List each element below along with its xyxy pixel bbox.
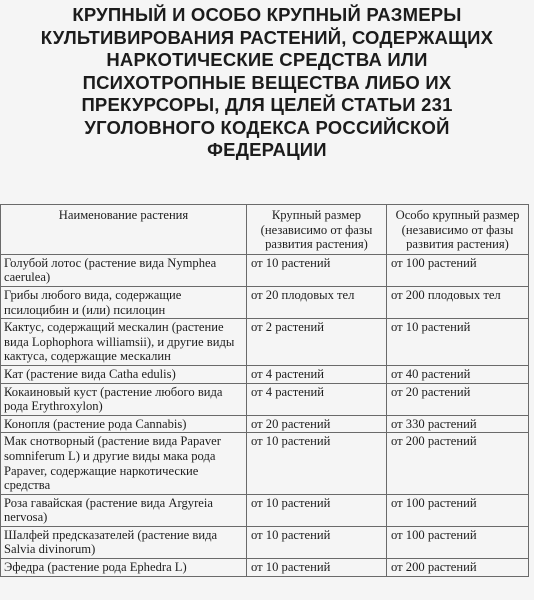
header-plant-name: Наименование растения [1, 205, 247, 255]
header-especially-large-size: Особо крупный размер (независимо от фазы развития растения) [387, 205, 529, 255]
table-row [1, 415, 529, 433]
large-size-cell: от 4 растений [247, 365, 387, 383]
plant-name-cell: Кокаиновый куст (растение любого вида рода Erythroxylon) [1, 383, 247, 415]
plant-name-cell: Голубой лотос (растение вида Nymphea caerulea) [1, 254, 247, 286]
large-size-cell: от 10 растений [247, 433, 387, 494]
large-size-cell: от 10 растений [247, 526, 387, 558]
title-line: ПСИХОТРОПНЫЕ ВЕЩЕСТВА ЛИБО ИХ [82, 71, 452, 93]
table-header-row [1, 205, 529, 255]
large-size-cell: от 10 растений [247, 494, 387, 526]
especially-large-size-cell: от 100 растений [387, 494, 529, 526]
large-size-cell: от 20 плодовых тел [247, 286, 387, 318]
large-size-cell: от 2 растений [247, 319, 387, 366]
plant-name-cell: Кат (растение вида Catha edulis) [1, 365, 247, 383]
table-row [1, 559, 529, 577]
table-row [1, 286, 529, 318]
table-row [1, 365, 529, 383]
table-row [1, 526, 529, 558]
plant-name-cell: Мак снотворный (растение вида Papaver somniferum L) и другие виды мака рода Papaver, содержащие наркотические средства [1, 433, 247, 494]
title-line: КРУПНЫЙ И ОСОБО КРУПНЫЙ РАЗМЕРЫ [72, 4, 462, 25]
plant-name-cell: Шалфей предсказателей (растение вида Salvia divinorum) [1, 526, 247, 558]
table-row [1, 383, 529, 415]
plant-name-cell: Грибы любого вида, содержащие псилоцибин и (или) псилоцин [1, 286, 247, 318]
document-title [8, 4, 526, 162]
plants-size-table [0, 204, 529, 577]
table-row [1, 433, 529, 494]
especially-large-size-cell: от 330 растений [387, 415, 529, 433]
large-size-cell: от 4 растений [247, 383, 387, 415]
large-size-cell: от 10 растений [247, 254, 387, 286]
title-line: НАРКОТИЧЕСКИЕ СРЕДСТВА ИЛИ [106, 49, 428, 70]
plant-name-cell: Кактус, содержащий мескалин (растение вида Lophophora williamsii), и другие виды кактуса, содержащие мескалин [1, 319, 247, 366]
table-row [1, 254, 529, 286]
table-row [1, 319, 529, 366]
large-size-cell: от 20 растений [247, 415, 387, 433]
especially-large-size-cell: от 100 растений [387, 526, 529, 558]
title-line: ФЕДЕРАЦИИ [207, 139, 327, 160]
plant-name-cell: Эфедра (растение рода Ephedra L) [1, 559, 247, 577]
table-row [1, 494, 529, 526]
title-line: КУЛЬТИВИРОВАНИЯ РАСТЕНИЙ, СОДЕРЖАЩИХ [40, 26, 494, 48]
especially-large-size-cell: от 10 растений [387, 319, 529, 366]
especially-large-size-cell: от 40 растений [387, 365, 529, 383]
title-line: УГОЛОВНОГО КОДЕКСА РОССИЙСКОЙ [84, 116, 450, 138]
title-line: ПРЕКУРСОРЫ, ДЛЯ ЦЕЛЕЙ СТАТЬИ 231 [81, 94, 453, 115]
especially-large-size-cell: от 200 плодовых тел [387, 286, 529, 318]
especially-large-size-cell: от 100 растений [387, 254, 529, 286]
especially-large-size-cell: от 200 растений [387, 559, 529, 577]
header-large-size: Крупный размер (независимо от фазы развития растения) [247, 205, 387, 255]
especially-large-size-cell: от 200 растений [387, 433, 529, 494]
especially-large-size-cell: от 20 растений [387, 383, 529, 415]
large-size-cell: от 10 растений [247, 559, 387, 577]
plant-name-cell: Конопля (растение рода Cannabis) [1, 415, 247, 433]
plant-name-cell: Роза гавайская (растение вида Argyreia nervosa) [1, 494, 247, 526]
